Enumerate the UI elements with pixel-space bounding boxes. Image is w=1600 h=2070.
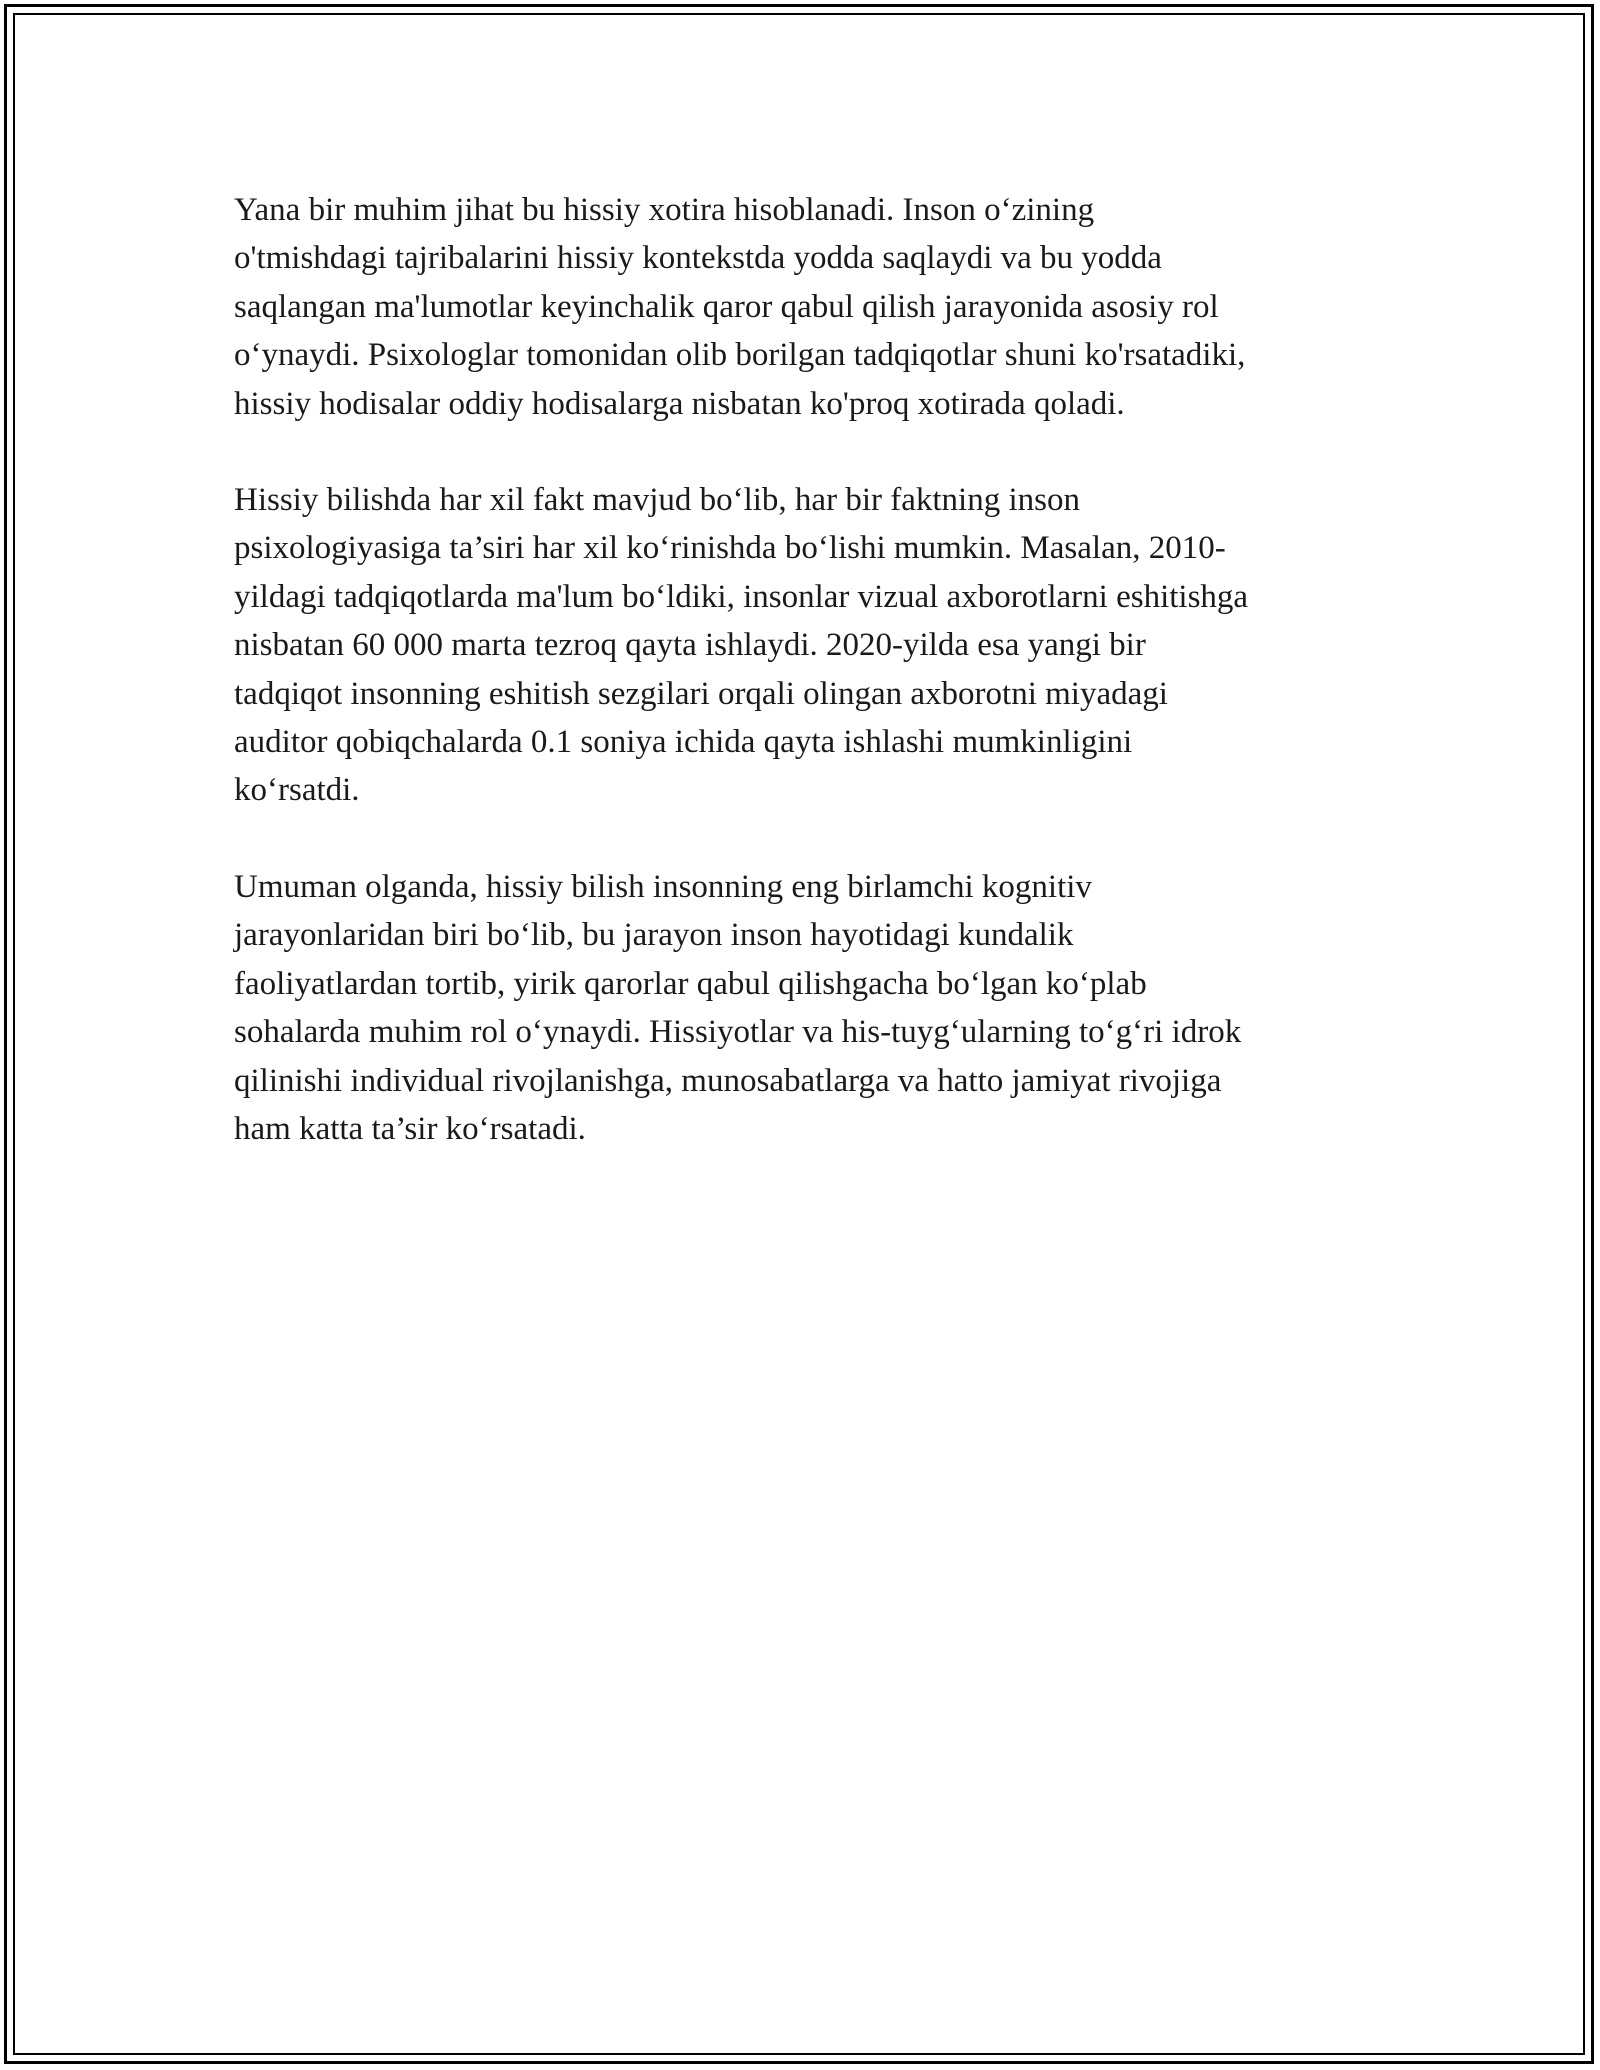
text-line: jarayonlaridan biri bo‘lib, bu jarayon inson hayotidagi kundalik <box>234 917 1074 954</box>
text-line: yildagi tadqiqotlarda ma'lum bo‘ldiki, insonlar vizual axborotlarni eshitishga <box>234 578 1249 615</box>
paragraph-1 <box>234 186 1374 428</box>
text-line: tadqiqot insonning eshitish sezgilari orqali olingan axborotni miyadagi <box>234 675 1168 712</box>
text-line: o‘ynaydi. Psixologlar tomonidan olib borilgan tadqiqotlar shuni ko'rsatadiki, <box>234 337 1246 374</box>
text-line: faoliyatlardan tortib, yirik qarorlar qabul qilishgacha bo‘lgan ko‘plab <box>234 965 1147 1002</box>
text-line: saqlangan ma'lumotlar keyinchalik qaror qabul qilish jarayonida asosiy rol <box>234 288 1219 325</box>
paragraph-3 <box>234 863 1374 1153</box>
text-line: psixologiyasiga ta’siri har xil ko‘rinishda bo‘lishi mumkin. Masalan, 2010- <box>234 530 1226 567</box>
text-line: Yana bir muhim jihat bu hissiy xotira hisoblanadi. Inson o‘zining <box>234 192 1095 228</box>
text-line: sohalarda muhim rol o‘ynaydi. Hissiyotlar va his-tuyg‘ularning to‘g‘ri idrok <box>234 1014 1242 1051</box>
document-body <box>234 186 1374 1201</box>
text-line: hissiy hodisalar oddiy hodisalarga nisbatan ko'proq xotirada qoladi. <box>234 385 1125 422</box>
text-line: qilinishi individual rivojlanishga, munosabatlarga va hatto jamiyat rivojiga <box>234 1062 1222 1099</box>
text-line: nisbatan 60 000 marta tezroq qayta ishlaydi. 2020-yilda esa yangi bir <box>234 627 1146 664</box>
text-line: ham katta ta’sir ko‘rsatadi. <box>234 1110 586 1147</box>
text-line: auditor qobiqchalarda 0.1 soniya ichida qayta ishlashi mumkinligini <box>234 724 1133 761</box>
paragraph-2 <box>234 476 1374 815</box>
text-line: Umuman olganda, hissiy bilish insonning eng birlamchi kognitiv <box>234 868 1092 905</box>
text-line: ko‘rsatdi. <box>234 772 360 809</box>
text-line: o'tmishdagi tajribalarini hissiy kontekstda yodda saqlaydi va bu yodda <box>234 240 1162 277</box>
text-line: Hissiy bilishda har xil fakt mavjud bo‘lib, har bir faktning inson <box>234 482 1080 519</box>
